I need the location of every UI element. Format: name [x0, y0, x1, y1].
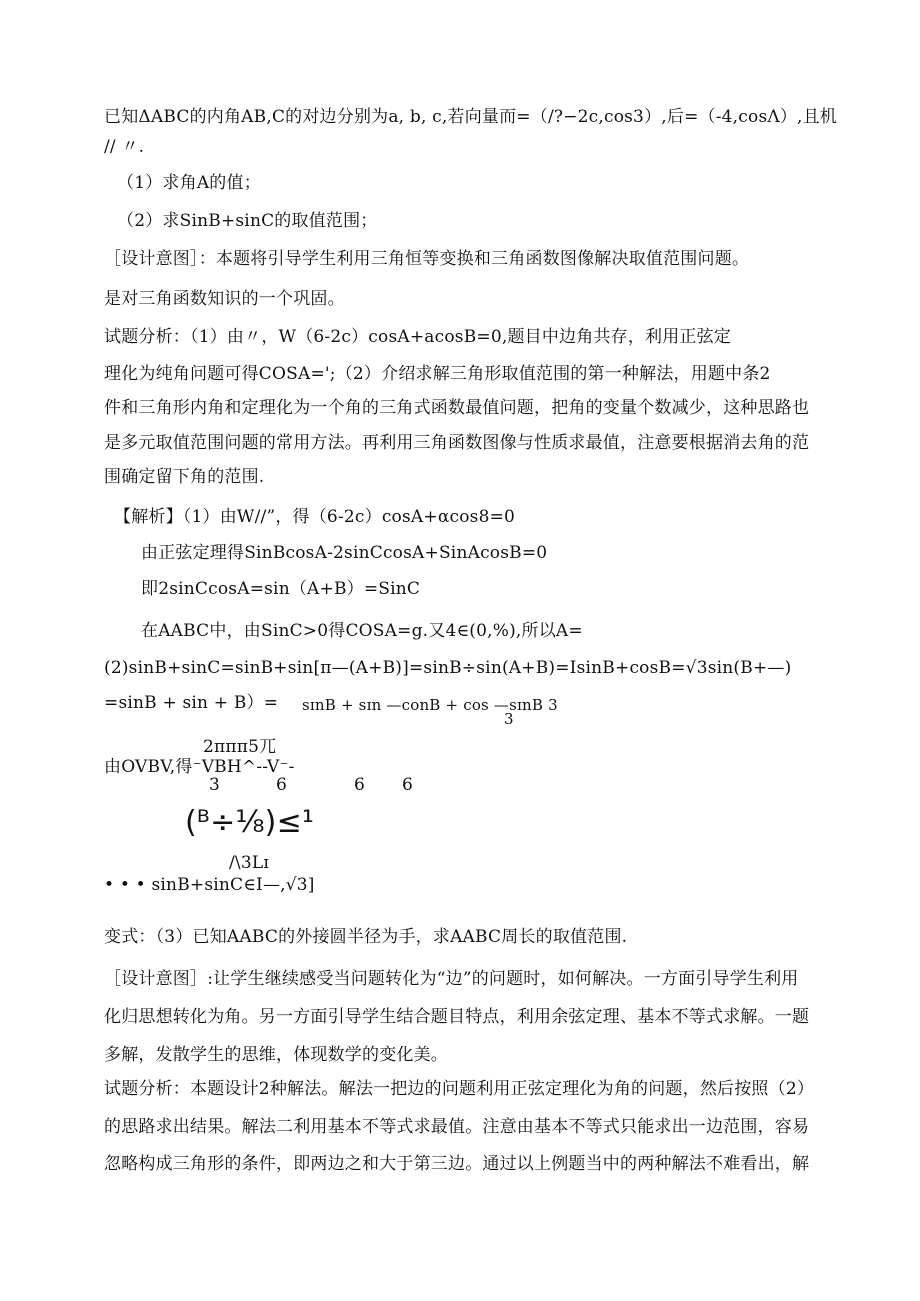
- solution-line-7c: 3: [209, 775, 221, 795]
- solution-line-4: 在AABC中，由SinC>0得COSA=g.又4∈(0,%),所以A=: [141, 621, 583, 641]
- solution-line-5: (2)sinB+sinC=sinB+sin[π—(A+B)]=sinB÷sin(A+B)=IsinB+cosB=√3sin(B+—): [104, 658, 792, 678]
- analysis-1-line-1: 试题分析：（1）由〃，W（6-2c）cosA+acosB=0,题目中边角共存，利用正弦定: [104, 327, 732, 347]
- solution-line-7d: 6: [276, 775, 288, 795]
- analysis-2-line-3: 忽略构成三角形的条件，即两边之和大于第三边。通过以上例题当中的两种解法不难看出，解: [104, 1154, 810, 1174]
- solution-line-6c: 3: [504, 710, 514, 728]
- analysis-1-line-3: 件和三角形内角和定理化为一个角的三角式函数最值问题，把角的变量个数减少，这种思路也: [104, 398, 810, 418]
- solution-line-7e: 6: [354, 775, 366, 795]
- analysis-1-line-5: 围确定留下角的范围.: [104, 467, 265, 487]
- solution-line-7a: 2πππ5兀: [203, 737, 277, 757]
- design-intent-1-line-2: 是对三角函数知识的一个巩固。: [104, 289, 345, 309]
- solution-line-6a: =sinB + sin + B）=: [104, 693, 279, 713]
- analysis-1-line-4: 是多元取值范围问题的常用方法。再利用三角函数图像与性质求最值，注意要根据消去角的范: [104, 433, 810, 453]
- solution-line-3: 即2sinCcosA=sin（A+B）=SinC: [141, 579, 421, 599]
- solution-line-8: (ᴮ÷⅛)≤¹: [185, 805, 315, 840]
- solution-line-9b: • • • sinB+sinC∈I—,√3]: [104, 875, 315, 895]
- solution-line-6b: sɪnB + sɪn —conB + cos —sɪnB 3: [302, 696, 558, 714]
- variant-line-1: 变式：（3）已知AABC的外接圆半径为手，求AABC周长的取值范围.: [104, 927, 628, 947]
- design-intent-1-line-1: ［设计意图］：本题将引导学生利用三角恒等变换和三角函数图像解决取值范围问题。: [104, 249, 750, 269]
- solution-line-1: 【解析】（1）由W//”，得（6-2c）cosA+αcos8=0: [114, 507, 516, 527]
- solution-line-7b: 由OVBV,得⁻VBH^--V⁻-: [104, 757, 295, 777]
- design-intent-2-line-1: ［设计意图］:让学生继续感受当问题转化为“边”的问题时，如何解决。一方面引导学生利用: [104, 969, 799, 989]
- problem-line-2: // 〃.: [104, 137, 145, 157]
- solution-line-7f: 6: [402, 775, 414, 795]
- question-1: （1）求角A的值；: [117, 173, 261, 193]
- problem-line-1: 已知ΔABC的内角AB,C的对边分别为a, b, c,若向量而=（/?−2c,cos3）,后=（-4,cosΛ）,且机: [104, 107, 838, 127]
- design-intent-2-line-3: 多解，发散学生的思维，体现数学的变化美。: [104, 1045, 448, 1065]
- analysis-2-line-2: 的思路求出结果。解法二利用基本不等式求最值。注意由基本不等式只能求出一边范围，容易: [104, 1117, 810, 1137]
- analysis-2-line-1: 试题分析：本题设计2种解法。解法一把边的问题利用正弦定理化为角的问题，然后按照（2）: [104, 1079, 815, 1099]
- solution-line-2: 由正弦定理得SinBcosA-2sinCcosA+SinAcosB=0: [141, 543, 548, 563]
- solution-line-9a: /\3Lɪ: [229, 853, 269, 873]
- analysis-1-line-2: 理化为纯角问题可得COSA=';（2）介绍求解三角形取值范围的第一种解法，用题中条2: [104, 364, 771, 384]
- question-2: （2）求SinB+sinC的取值范围；: [117, 211, 378, 231]
- design-intent-2-line-2: 化归思想转化为角。另一方面引导学生结合题目特点，利用余弦定理、基本不等式求解。一题: [104, 1007, 810, 1027]
